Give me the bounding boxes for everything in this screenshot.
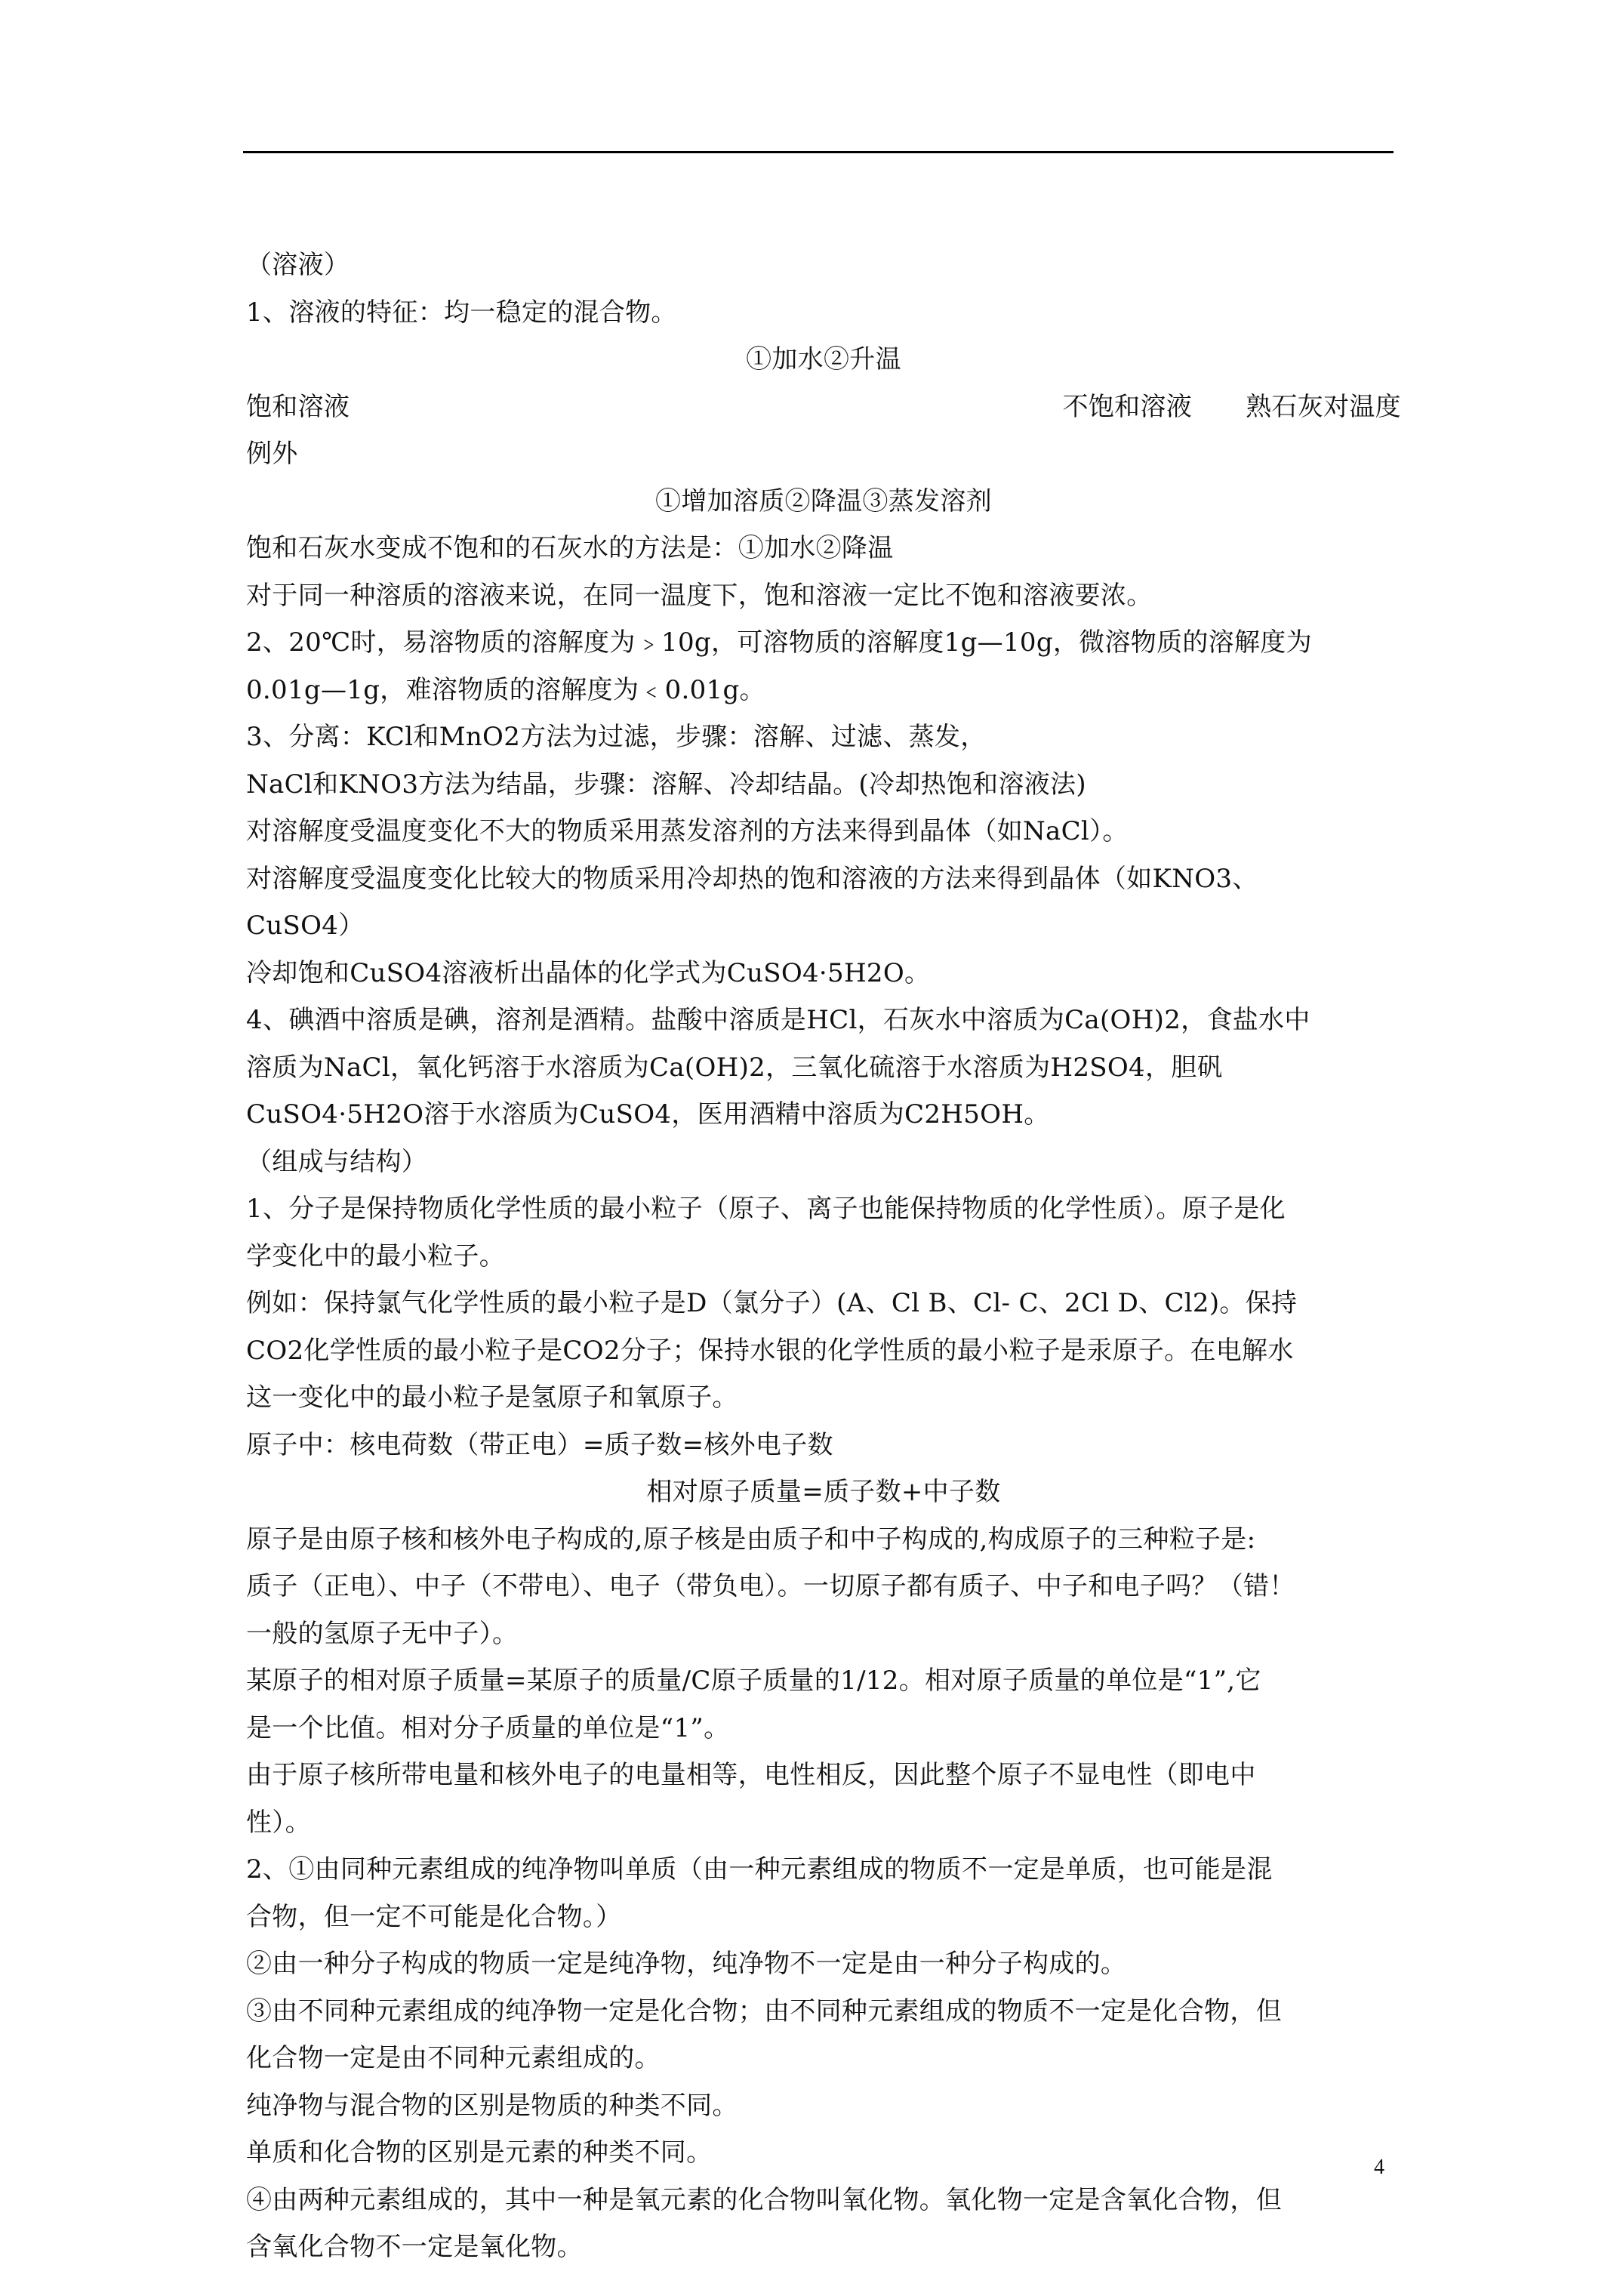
text-line: 单质和化合物的区别是元素的种类不同。	[246, 2137, 713, 2168]
text-line: 原子中：核电荷数（带正电）=质子数=核外电子数	[246, 1429, 833, 1460]
text-line: 化合物一定是由不同种元素组成的。	[246, 2043, 661, 2073]
text-line: 2、20℃时，易溶物质的溶解度为﹥10g，可溶物质的溶解度1g—10g，微溶物质的溶解度为	[246, 627, 1312, 658]
text-line: 溶质为NaCl，氧化钙溶于水溶质为Ca(OH)2，三氧化硫溶于水溶质为H2SO4，胆矾	[246, 1052, 1223, 1083]
text-line: 性）。	[246, 1807, 311, 1838]
text-line: 是一个比值。相对分子质量的单位是“1”。	[246, 1712, 730, 1743]
text-line: 4、碘酒中溶质是碘，溶剂是酒精。盐酸中溶质是HCl，石灰水中溶质为Ca(OH)2，食盐水中	[246, 1005, 1310, 1035]
text-line: 例外	[246, 439, 298, 469]
text-line: 1、分子是保持物质化学性质的最小粒子（原子、离子也能保持物质的化学性质）。原子是化	[246, 1194, 1286, 1224]
text-line: 3、分离：KCl和MnO2方法为过滤，步骤：溶解、过滤、蒸发，	[246, 722, 987, 752]
section-heading-structure: （组成与结构）	[246, 1146, 428, 1177]
text-line: 饱和石灰水变成不饱和的石灰水的方法是：①加水②降温	[246, 533, 894, 563]
diagram-row	[246, 384, 1401, 431]
text-line: CO2化学性质的最小粒子是CO2分子；保持水银的化学性质的最小粒子是汞原子。在电解水	[246, 1335, 1294, 1366]
text-line: 对溶解度受温度变化不大的物质采用蒸发溶剂的方法来得到晶体（如NaCl）。	[246, 816, 1129, 846]
text-line: 纯净物与混合物的区别是物质的种类不同。	[246, 2090, 738, 2121]
text-line: CuSO4·5H2O溶于水溶质为CuSO4，医用酒精中溶质为C2H5OH。	[246, 1099, 1050, 1130]
text-line: 对于同一种溶质的溶液来说，在同一温度下，饱和溶液一定比不饱和溶液要浓。	[246, 580, 1153, 611]
text-line: CuSO4）	[246, 911, 365, 941]
page-body	[246, 242, 1401, 2271]
formula-line: 相对原子质量=质子数+中子数	[646, 1477, 1001, 1507]
text-line: 这一变化中的最小粒子是氢原子和氧原子。	[246, 1382, 738, 1413]
text-line: 学变化中的最小粒子。	[246, 1240, 505, 1271]
diagram-label-saturated: 饱和溶液	[246, 391, 350, 422]
text-line: NaCl和KNO3方法为结晶，步骤：溶解、冷却结晶。(冷却热饱和溶液法)	[246, 769, 1086, 800]
section-heading-solution: （溶液）	[246, 250, 350, 280]
text-line: ③由不同种元素组成的纯净物一定是化合物；由不同种元素组成的物质不一定是化合物，但	[246, 1996, 1282, 2026]
text-line: 对溶解度受温度变化比较大的物质采用冷却热的饱和溶液的方法来得到晶体（如KNO3、	[246, 863, 1258, 894]
text-line: ②由一种分子构成的物质一定是纯净物，纯净物不一定是由一种分子构成的。	[246, 1949, 1127, 1979]
diagram-label-top: ①加水②升温	[746, 344, 901, 374]
text-line: 含氧化合物不一定是氧化物。	[246, 2232, 583, 2262]
text-line: 1、溶液的特征：均一稳定的混合物。	[246, 297, 677, 328]
diagram-label-unsaturated: 不饱和溶液	[1062, 391, 1193, 422]
text-line: 2、①由同种元素组成的纯净物叫单质（由一种元素组成的物质不一定是单质，也可能是混	[246, 1854, 1273, 1885]
diagram-label-bottom: ①增加溶质②降温③蒸发溶剂	[655, 485, 992, 516]
diagram-label-exception: 熟石灰对温度	[1246, 391, 1401, 422]
text-line: ④由两种元素组成的，其中一种是氧元素的化合物叫氧化物。氧化物一定是含氧化合物，但	[246, 2184, 1282, 2215]
header-rule	[243, 151, 1394, 153]
text-line: 某原子的相对原子质量=某原子的质量/C原子质量的1/12。相对原子质量的单位是“1”,它	[246, 1666, 1261, 1696]
text-line: 冷却饱和CuSO4溶液析出晶体的化学式为CuSO4·5H2O。	[246, 957, 931, 988]
text-line: 一般的氢原子无中子）。	[246, 1618, 519, 1649]
text-line: 0.01g—1g，难溶物质的溶解度为﹤0.01g。	[246, 674, 765, 705]
text-line: 例如：保持氯气化学性质的最小粒子是D（氯分子）(A、Cl B、Cl- C、2Cl D、Cl2)。保持	[246, 1288, 1298, 1318]
text-line: 由于原子核所带电量和核外电子的电量相等，电性相反，因此整个原子不显电性（即电中	[246, 1760, 1256, 1790]
page-number: 4	[1374, 2156, 1384, 2179]
text-line: 原子是由原子核和核外电子构成的,原子核是由质子和中子构成的,构成原子的三种粒子是:	[246, 1524, 1256, 1555]
text-line: 质子（正电）、中子（不带电）、电子（带负电）。一切原子都有质子、中子和电子吗？（错！	[246, 1571, 1295, 1601]
text-line: 合物，但一定不可能是化合物。）	[246, 1901, 622, 1932]
